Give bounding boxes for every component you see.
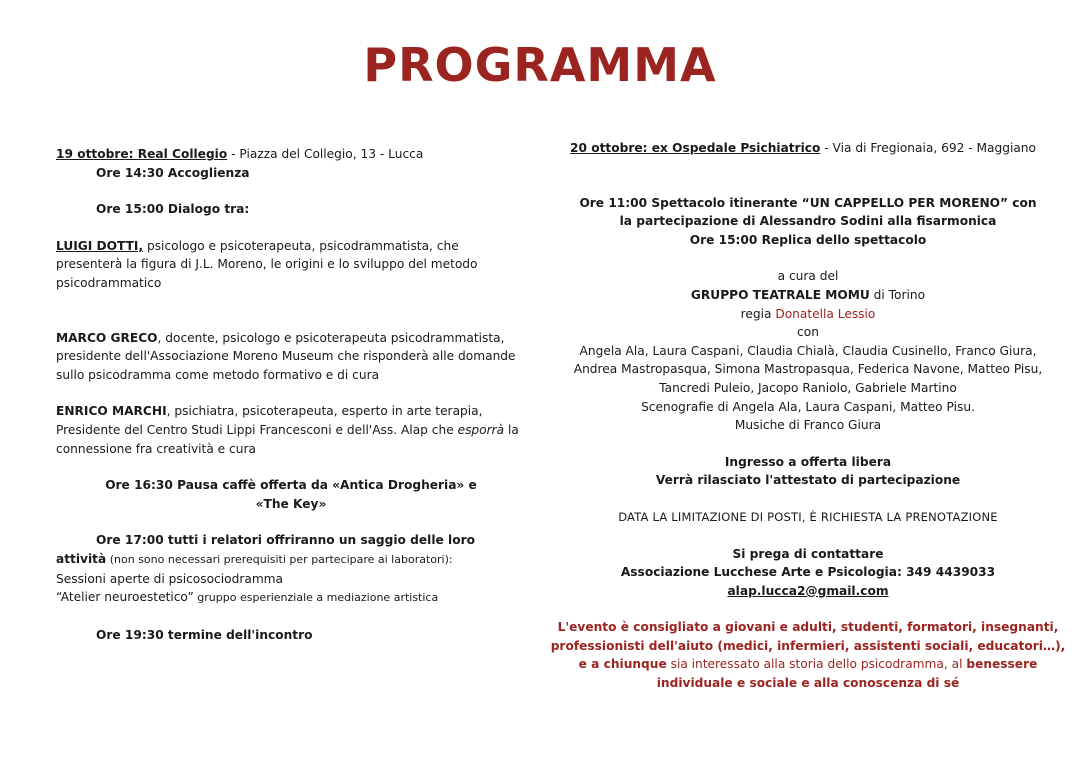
day2-place: - Via di Fregionaia, 692 - Maggiano xyxy=(820,141,1036,155)
scenografie-line: Scenografie di Angela Ala, Laura Caspani, Matteo Pisu. xyxy=(641,399,975,414)
speaker3-desc-a: , psichiatra, psicoterapeuta, esperto in arte terapia, Presidente del Centro Studi Lippi Francesconi e dell'Ass. Alap che xyxy=(56,404,483,437)
curated-by: a cura del xyxy=(777,269,839,284)
group-line xyxy=(548,286,1068,305)
sessions-line: Sessioni aperte di psicosociodramma xyxy=(56,571,284,586)
atelier-desc: gruppo esperienziale a mediazione artistica xyxy=(193,591,439,605)
day1-column xyxy=(56,145,526,644)
day2-column xyxy=(548,139,1068,693)
cast-line2: Andrea Mastropasqua, Simona Mastropasqua, Federica Navone, Matteo Pisu, xyxy=(573,362,1043,377)
atelier-line xyxy=(56,588,526,608)
speaker3-name: ENRICO MARCHI xyxy=(56,404,167,419)
contact-intro: Si prega di contattare xyxy=(732,546,884,561)
regia-label: regia xyxy=(740,306,776,321)
booking-notice: DATA LA LIMITAZIONE DI POSTI, È RICHIESTA LA PRENOTAZIONE xyxy=(618,509,998,524)
group-city: di Torino xyxy=(869,287,926,302)
audience-b: sia interessato alla storia dello psicodramma, al xyxy=(666,657,967,672)
atelier-name: “Atelier neuroestetico” xyxy=(56,590,194,605)
cast-line1: Angela Ala, Laura Caspani, Claudia Chialà, Claudia Cusinello, Franco Giura, xyxy=(579,343,1037,358)
cast-line3: Tancredi Puleio, Jacopo Raniolo, Gabriele Martino xyxy=(659,380,957,395)
group-name: GRUPPO TEATRALE MOMU xyxy=(690,287,870,302)
replica-line: Ore 15:00 Replica dello spettacolo xyxy=(689,232,927,247)
day1-place: - Piazza del Collegio, 13 - Lucca xyxy=(227,147,424,161)
contact-email-link[interactable]: alap.lucca2@gmail.com xyxy=(727,583,889,598)
regia-line xyxy=(548,305,1068,324)
day1-label: 19 ottobre: Real Collegio xyxy=(56,147,228,161)
speaker2-name: MARCO GRECO xyxy=(56,330,158,345)
welcome-line: Ore 14:30 Accoglienza xyxy=(96,165,250,180)
speaker-luigi-dotti xyxy=(56,237,526,293)
workshop-note: (non sono necessari prerequisiti per partecipare ai laboratori): xyxy=(106,552,453,566)
certificate-line: Verrà rilasciato l'attestato di partecipazione xyxy=(655,473,961,488)
speaker3-desc-b: la connessione fra creatività e cura xyxy=(56,422,519,456)
audience-c: benessere individuale e sociale e alla conoscenza di sé xyxy=(656,657,1038,691)
coffee-break-line1: Ore 16:30 Pausa caffè offerta da «Antica Drogheria» e xyxy=(105,478,477,493)
speaker1-name: LUIGI DOTTI, xyxy=(56,238,144,253)
speaker-enrico-marchi xyxy=(56,402,526,458)
show-line1: Ore 11:00 Spettacolo itinerante “UN CAPPELLO PER MORENO” con xyxy=(579,195,1037,210)
speaker3-desc-italic: esporrà xyxy=(457,422,505,437)
entry-line: Ingresso a offerta libera xyxy=(724,454,892,469)
speaker1-desc: psicologo e psicoterapeuta, psicodrammatista, che presenterà la figura di J.L. Moreno, le origini e lo sviluppo del metodo psicodrammatico xyxy=(56,238,478,290)
page-title: PROGRAMMA xyxy=(363,38,717,92)
workshop-bold: Ore 17:00 tutti i relatori offriranno un saggio delle loro attività xyxy=(56,533,475,566)
dialogue-line: Ore 15:00 Dialogo tra: xyxy=(96,202,250,217)
con-line: con xyxy=(797,325,819,340)
regia-name: Donatella Lessio xyxy=(775,306,876,321)
musiche-line: Musiche di Franco Giura xyxy=(734,418,882,433)
audience-a: L'evento è consigliato a giovani e adulti, studenti, formatori, insegnanti, professionisti dell'aiuto (medici, infermieri, assistenti sociali, educatori…), e a chiunque xyxy=(550,620,1066,672)
end-line: Ore 19:30 termine dell'incontro xyxy=(96,627,313,642)
contact-org: Associazione Lucchese Arte e Psicologia: 349 4439033 xyxy=(620,565,996,580)
day2-header xyxy=(548,139,1068,158)
day1-header xyxy=(56,145,526,164)
workshop-line xyxy=(56,531,526,569)
day2-label: 20 ottobre: ex Ospedale Psichiatrico xyxy=(570,141,821,155)
speaker-marco-greco xyxy=(56,329,526,385)
speaker2-desc: , docente, psicologo e psicoterapeuta psicodrammatista, presidente dell'Associazione Moreno Museum che risponderà alle domande sullo psicodramma come metodo formativo e di cura xyxy=(56,330,516,382)
audience-paragraph xyxy=(548,618,1068,692)
coffee-break-line2: «The Key» xyxy=(255,496,327,511)
show-line2: la partecipazione di Alessandro Sodini alla fisarmonica xyxy=(619,214,997,229)
